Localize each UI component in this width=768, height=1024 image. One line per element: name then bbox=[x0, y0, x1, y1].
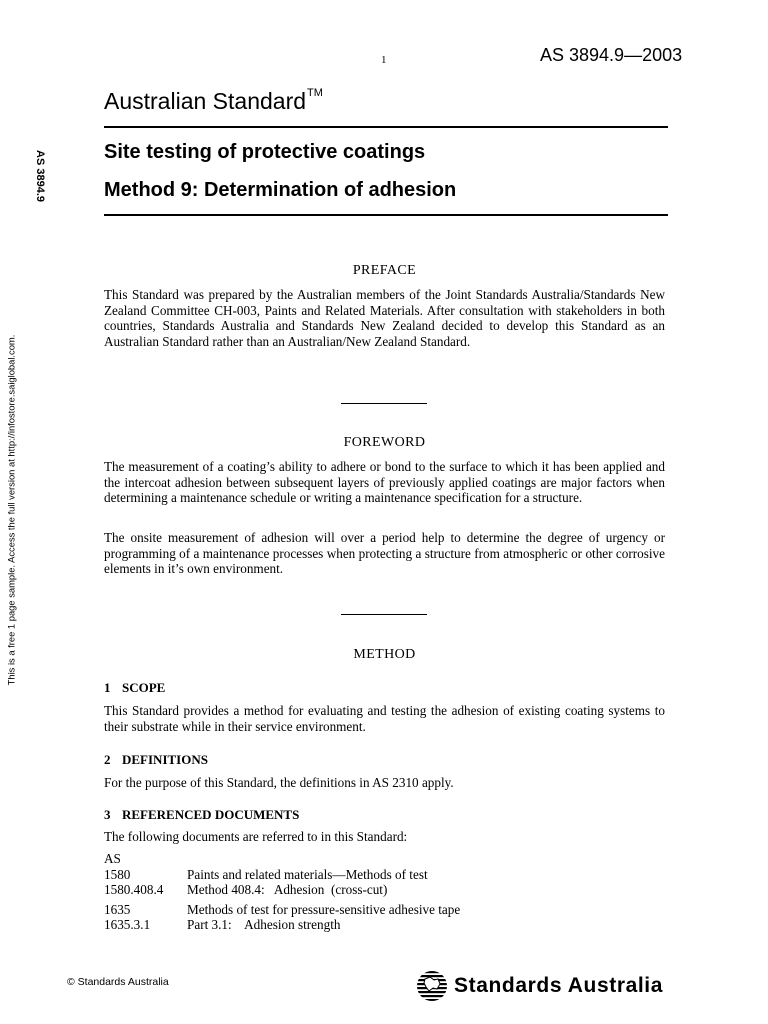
foreword-paragraph-1: The measurement of a coating’s ability to adhere or bond to the surface to which it has been applied and the intercoat adhesion between subsequent layers of previously applied coatings are major factors when determining a maintenance schedule or writing a maintenance specification for a structure. bbox=[104, 459, 665, 506]
document-title: Methods of test for pressure-sensitive adhesive tape bbox=[187, 901, 461, 917]
document-title: Part 3.1: Adhesion strength bbox=[187, 917, 341, 933]
references-intro: The following documents are referred to in this Standard: bbox=[104, 829, 408, 844]
copyright-notice: © Standards Australia bbox=[67, 976, 169, 988]
section-number: 1 bbox=[104, 680, 111, 695]
document-subtitle: Method 9: Determination of adhesion bbox=[104, 179, 457, 201]
preface-text: This Standard was prepared by the Australian members of the Joint Standards Australia/Standards New Zealand Committee CH-003, Paints and Related Materials. After consultation with stakeholders in both countries, Standards Australia and Standards New Zealand decided to develop this Standard as an Australian Standard rather than an Australian/New Zealand Standard. bbox=[104, 287, 665, 349]
brand-name: Australian Standard bbox=[104, 88, 307, 114]
list-item bbox=[104, 902, 460, 918]
section-separator bbox=[341, 403, 427, 404]
list-item bbox=[104, 867, 460, 883]
standards-australia-logo bbox=[416, 970, 663, 1002]
page-number: 1 bbox=[381, 54, 387, 66]
spine-id: AS 3894.9 bbox=[34, 150, 46, 202]
logo-text: Standards Australia bbox=[454, 974, 664, 997]
globe-icon bbox=[416, 970, 448, 1002]
method-heading: METHOD bbox=[353, 647, 416, 662]
references-prefix: AS bbox=[104, 851, 121, 866]
document-code: 1635.3.1 bbox=[104, 917, 151, 933]
section-separator bbox=[341, 614, 427, 615]
document-title: Method 408.4: Adhesion (cross-cut) bbox=[187, 882, 388, 898]
standard-id: AS 3894.9—2003 bbox=[540, 45, 683, 65]
document-title: Paints and related materials—Methods of test bbox=[187, 866, 428, 882]
foreword-heading: FOREWORD bbox=[343, 435, 426, 450]
section-title: DEFINITIONS bbox=[122, 752, 208, 767]
section-title: REFERENCED DOCUMENTS bbox=[122, 807, 300, 822]
section-heading-definitions bbox=[104, 752, 208, 768]
document-code: 1635 bbox=[104, 901, 131, 917]
document-code: 1580 bbox=[104, 866, 131, 882]
definitions-text: For the purpose of this Standard, the definitions in AS 2310 apply. bbox=[104, 775, 454, 790]
list-item bbox=[104, 917, 460, 933]
foreword-paragraph-2: The onsite measurement of adhesion will over a period help to determine the degree of urgency or programming of a maintenance processes when protecting a structure from atmospheric or other corrosive elements in it’s own environment. bbox=[104, 530, 665, 577]
list-item bbox=[104, 882, 460, 898]
trademark-mark: TM bbox=[307, 87, 323, 99]
brand-heading bbox=[104, 88, 323, 115]
section-title: SCOPE bbox=[122, 680, 166, 695]
title-rule-top bbox=[104, 126, 668, 128]
section-heading-references bbox=[104, 807, 299, 823]
sample-notice: This is a free 1 page sample. Access the full version at http://infostore.saiglobal.com. bbox=[5, 334, 17, 686]
title-rule-bottom bbox=[104, 214, 668, 216]
referenced-documents-list bbox=[104, 851, 460, 933]
section-number: 2 bbox=[104, 752, 111, 767]
document-title: Site testing of protective coatings bbox=[104, 141, 426, 163]
section-heading-scope bbox=[104, 680, 165, 696]
document-code: 1580.408.4 bbox=[104, 882, 164, 898]
section-number: 3 bbox=[104, 807, 111, 822]
preface-heading: PREFACE bbox=[352, 263, 417, 278]
scope-text: This Standard provides a method for evaluating and testing the adhesion of existing coating systems to their substrate while in their service environment. bbox=[104, 703, 665, 734]
